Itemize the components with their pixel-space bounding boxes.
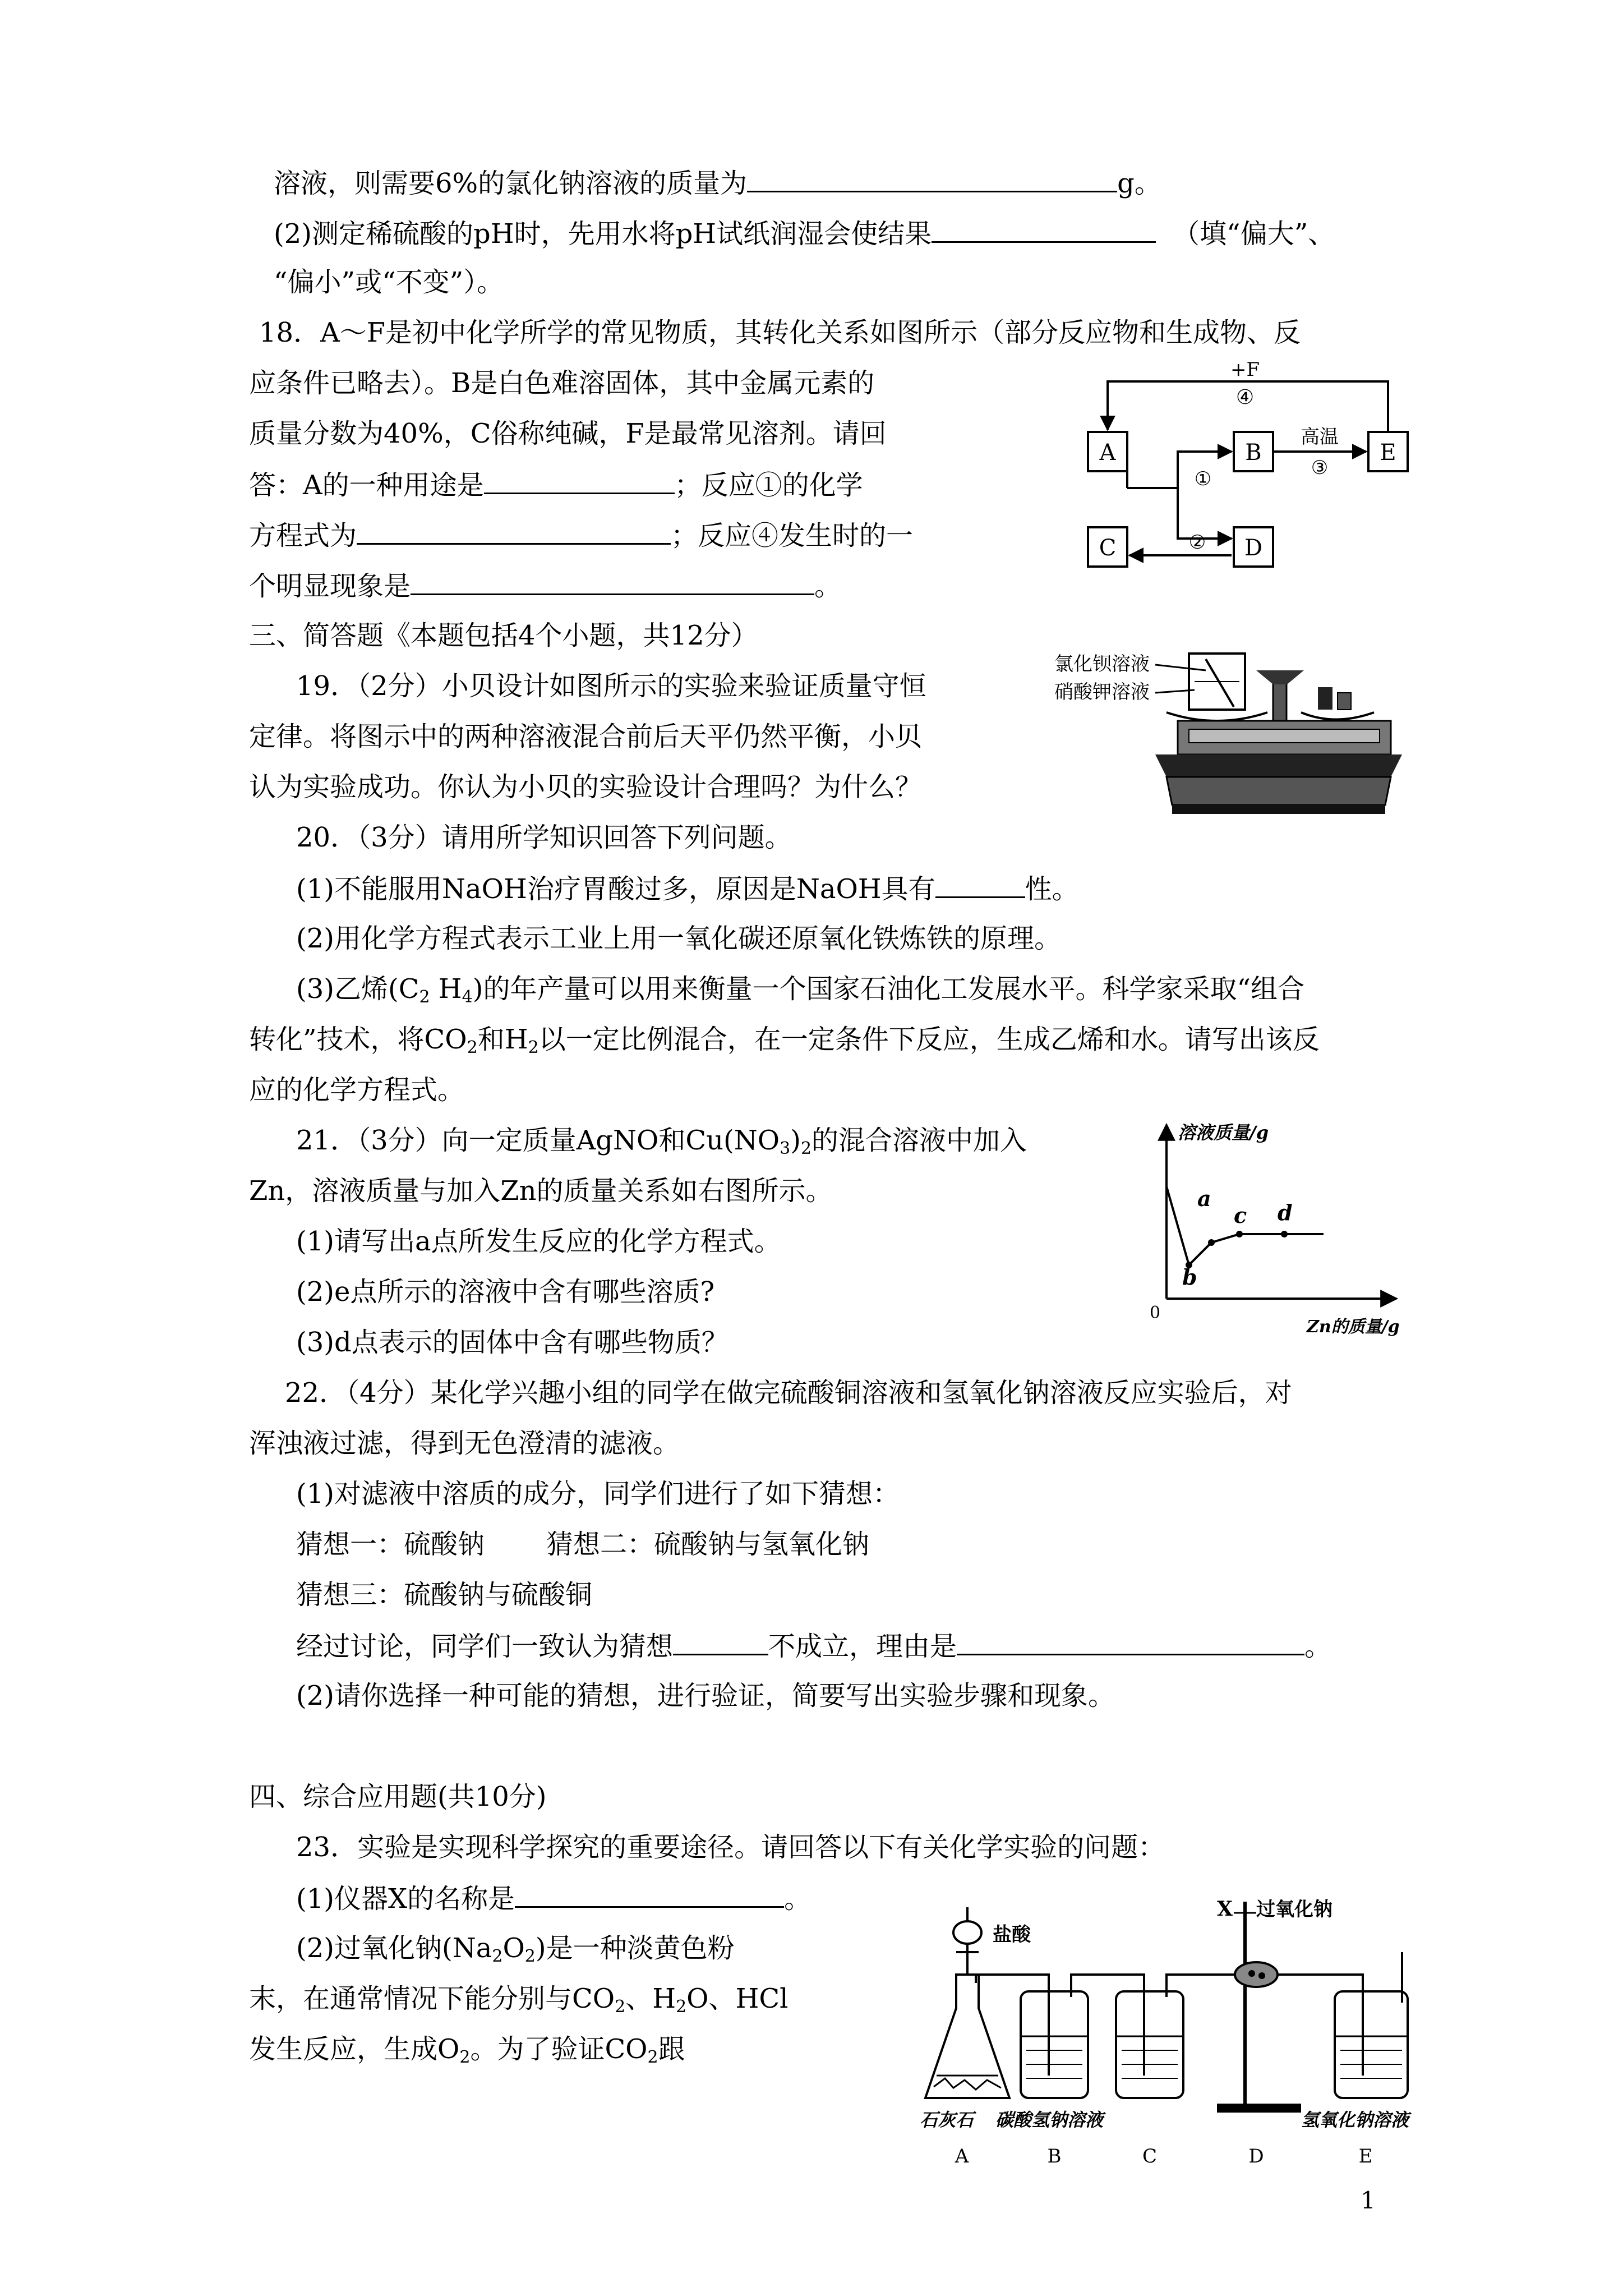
q19-line3: 认为实验成功。你认为小贝的实验设计合理吗？为什么？	[249, 771, 923, 803]
y-axis-label: 溶液质量/g	[1178, 1122, 1269, 1143]
q18-conversion-diagram	[1077, 359, 1424, 583]
q20-line4: (3)乙烯($C_2$ $H_4$)的年产量可以用来衡量一个国家石油化工发展水平。科学家采取“组合	[296, 973, 1305, 1007]
q21-line4: (2)e点所示的溶液中含有哪些溶质?	[296, 1276, 715, 1308]
label-a: A	[1099, 440, 1116, 466]
label-d: D	[1244, 535, 1263, 561]
point-d-label: d	[1278, 1200, 1293, 1225]
q20-line1: 20．（3分）请用所学知识回答下列问题。	[296, 822, 792, 853]
q20-line3: (2)用化学方程式表示工业上用一氧化碳还原氧化铁炼铁的原理。	[296, 923, 1061, 954]
q18-line4: 答：A的一种用途是 ；反应①的化学	[249, 466, 863, 504]
q21-line5: (3)d点表示的固体中含有哪些物质？	[296, 1327, 728, 1358]
section4-title: 四、综合应用题(共10分)	[249, 1781, 547, 1812]
q23-apparatus-figure	[920, 1890, 1458, 2182]
answer-blank[interactable]	[357, 516, 671, 545]
label-gaowen: 高温	[1301, 426, 1339, 448]
q21-line3: (1)请写出a点所发生反应的化学方程式。	[296, 1226, 781, 1257]
q18-line3: 质量分数为40%，C俗称纯碱，F是最常见溶剂。请回	[249, 418, 887, 449]
q18-line6: 个明显现象是 。	[249, 567, 841, 605]
label-nahco3: 碳酸氢钠溶液	[995, 2109, 1104, 2131]
label-reaction-4: ④	[1235, 386, 1255, 409]
label-acid: 盐酸	[993, 1924, 1031, 1946]
label-reaction-2: ②	[1188, 531, 1206, 554]
q22-line1: 22．（4分）某化学兴趣小组的同学在做完硫酸铜溶液和氢氧化钠溶液反应实验后，对	[285, 1377, 1292, 1409]
q23-line5: 发生反应，生成$O_2$。为了验证$CO_2$跟	[249, 2033, 685, 2067]
answer-blank[interactable]	[673, 1627, 768, 1655]
label-bacl2: 氯化钡溶液	[1054, 653, 1150, 675]
answer-blank[interactable]	[411, 567, 814, 595]
label-app-b: B	[1047, 2145, 1062, 2168]
label-limestone: 石灰石	[920, 2109, 974, 2131]
label-b: B	[1245, 440, 1262, 466]
q20-line5: 转化”技术，将$CO_2$和$H_2$以一定比例混合，在一定条件下反应，生成乙烯和水。请写出该反	[249, 1024, 1320, 1057]
answer-blank[interactable]	[747, 164, 1117, 192]
q19-balance-figure	[1054, 637, 1402, 816]
q18-line1: 18．A～F是初中化学所学的常见物质，其转化关系如图所示（部分反应物和生成物、反	[259, 317, 1301, 348]
q21-mass-graph	[1138, 1114, 1408, 1349]
q23-line2: (1)仪器X的名称是 。	[296, 1879, 811, 1917]
q22-line2: 浑浊液过滤，得到无色澄清的滤液。	[249, 1428, 680, 1459]
origin-label: 0	[1150, 1303, 1161, 1323]
label-app-a: A	[955, 2145, 969, 2168]
q22-line7: (2)请你选择一种可能的猜想，进行验证，简要写出实验步骤和现象。	[296, 1680, 1115, 1711]
answer-blank[interactable]	[932, 214, 1156, 243]
answer-blank[interactable]	[515, 1879, 784, 1908]
x-axis-label: Zn的质量/g	[1307, 1317, 1400, 1337]
label-app-c: C	[1142, 2145, 1158, 2168]
answer-blank[interactable]	[957, 1627, 1304, 1655]
q18-line2: 应条件已略去）。B是白色难溶固体，其中金属元素的	[249, 367, 875, 399]
point-a-label: a	[1197, 1186, 1211, 1211]
label-reaction-1: ①	[1194, 468, 1212, 490]
q20-line6: 应的化学方程式。	[249, 1074, 465, 1106]
label-na2o2: 过氧化钠	[1256, 1898, 1332, 1921]
answer-blank[interactable]	[935, 869, 1025, 898]
label-plus-f: +F	[1230, 359, 1260, 381]
label-app-e: E	[1358, 2145, 1373, 2168]
q23-line3: (2)过氧化钠$(Na_2O_2)$是一种淡黄色粉	[296, 1932, 735, 1966]
q22-line6: 经过讨论，同学们一致认为猜想 不成立，理由是 。	[296, 1627, 1331, 1665]
q22-line4: 猜想一：硫酸钠 猜想二：硫酸钠与氢氧化钠	[296, 1529, 870, 1560]
section3-title: 三、简答题《本题包括4个小题，共12分）	[249, 620, 758, 651]
label-c: C	[1099, 535, 1117, 561]
q21-line2: Zn，溶液质量与加入Zn的质量关系如右图所示。	[249, 1175, 833, 1207]
label-reaction-3: ③	[1311, 457, 1329, 479]
q22-line5: 猜想三：硫酸钠与硫酸铜	[296, 1579, 593, 1611]
q23-line4: 末，在通常情况下能分别与$CO_2$、$H_2O$、HCl	[249, 1983, 789, 2017]
label-app-d: D	[1248, 2145, 1264, 2168]
label-x: X	[1217, 1897, 1233, 1921]
q19-line2: 定律。将图示中的两种溶液混合前后天平仍然平衡，小贝	[249, 721, 923, 752]
q21-line1: 21．（3分）向一定质量AgNO和$Cu(NO_3)_2$的混合溶液中加入	[296, 1125, 1027, 1158]
q17-line3: “偏小”或“不变”）。	[274, 266, 504, 298]
q20-line2: (1)不能服用NaOH治疗胃酸过多，原因是NaOH具有 性。	[296, 869, 1079, 908]
label-e: E	[1380, 440, 1396, 466]
label-kno3: 硝酸钾溶液	[1054, 681, 1150, 703]
q17-line2: (2)测定稀硫酸的pH时，先用水将pH试纸润湿会使结果 （填“偏大”、	[274, 214, 1335, 252]
point-c-label: c	[1234, 1203, 1247, 1228]
answer-blank[interactable]	[484, 466, 675, 494]
q18-line5: 方程式为 ；反应④发生时的一	[249, 516, 913, 554]
label-naoh: 氢氧化钠溶液	[1301, 2109, 1409, 2131]
q23-line1: 23．实验是实现科学探究的重要途径。请回答以下有关化学实验的问题：	[296, 1832, 1165, 1863]
q19-line1: 19．（2分）小贝设计如图所示的实验来验证质量守恒	[296, 670, 926, 702]
q17-line1: 溶液，则需要6%的氯化钠溶液的质量为 g。	[274, 164, 1161, 202]
point-b-label: b	[1182, 1264, 1197, 1290]
page-number: 1	[1361, 2187, 1376, 2214]
q22-line3: (1)对滤液中溶质的成分，同学们进行了如下猜想：	[296, 1478, 900, 1510]
